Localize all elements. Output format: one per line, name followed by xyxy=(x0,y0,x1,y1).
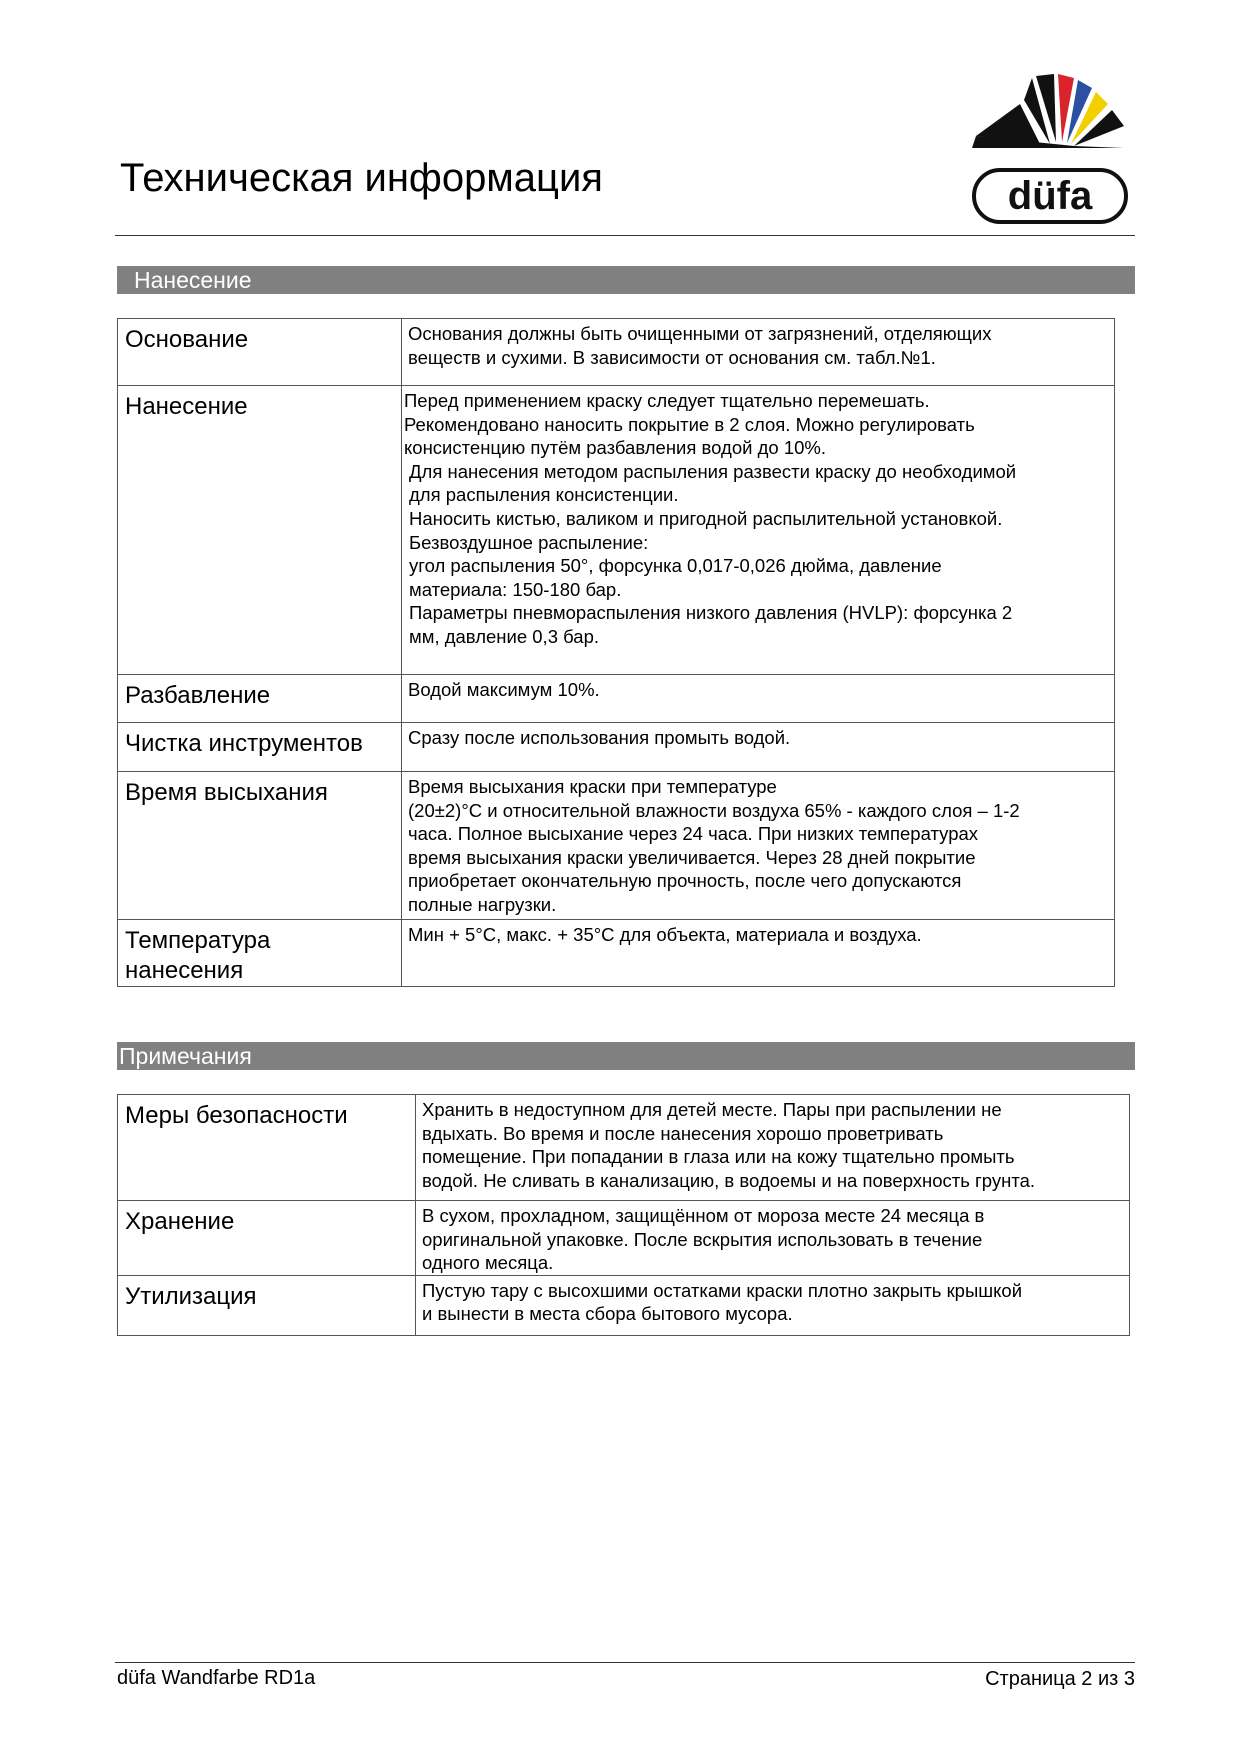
row-label: Температура нанесения xyxy=(118,920,402,987)
document-title: Техническая информация xyxy=(120,156,603,200)
application-table xyxy=(117,318,1115,987)
row-label: Нанесение xyxy=(118,386,402,675)
table-row xyxy=(118,920,1115,987)
row-value: Мин + 5°С, макс. + 35°С для объекта, материала и воздуха. xyxy=(402,920,1115,987)
section-heading-label: Нанесение xyxy=(134,267,252,293)
table-row xyxy=(118,1201,1130,1276)
row-label: Время высыхания xyxy=(118,772,402,920)
row-label: Чистка инструментов xyxy=(118,723,402,772)
row-value: Время высыхания краски при температуре (20±2)°С и относительной влажности воздуха 65% - каждого слоя – 1-2 часа. Полное высыхание через 24 часа. При низких температурах время высыхания краски увеличивается. Через 28 дней покрытие приобретает окончательную прочность, после чего допускаются полные нагрузки. xyxy=(402,772,1115,920)
section-heading-application xyxy=(117,266,1135,294)
table-row xyxy=(118,723,1115,772)
table-row xyxy=(118,1095,1130,1201)
table-row xyxy=(118,675,1115,723)
notes-table xyxy=(117,1094,1130,1336)
row-label: Хранение xyxy=(118,1201,416,1276)
dufa-logo xyxy=(970,74,1132,226)
row-value: Основания должны быть очищенными от загрязнений, отделяющих веществ и сухими. В зависимости от основания см. табл.№1. xyxy=(402,319,1115,386)
row-label: Меры безопасности xyxy=(118,1095,416,1201)
row-value: Сразу после использования промыть водой. xyxy=(402,723,1115,772)
table-row xyxy=(118,386,1115,675)
table-row xyxy=(118,1275,1130,1335)
table-row xyxy=(118,772,1115,920)
row-label: Разбавление xyxy=(118,675,402,723)
footer-rule xyxy=(115,1662,1135,1663)
section-heading-label: Примечания xyxy=(119,1043,252,1069)
row-label: Утилизация xyxy=(118,1275,416,1335)
header-rule xyxy=(115,235,1135,236)
table-row xyxy=(118,319,1115,386)
row-value: Пустую тару с высохшими остатками краски плотно закрыть крышкой и вынести в места сбора бытового мусора. xyxy=(416,1275,1130,1335)
row-value: Водой максимум 10%. xyxy=(402,675,1115,723)
svg-text:düfa: düfa xyxy=(1007,174,1093,218)
row-value: В сухом, прохладном, защищённом от мороза месте 24 месяца в оригинальной упаковке. После вскрытия использовать в течение одного месяца. xyxy=(416,1201,1130,1276)
section-heading-notes xyxy=(117,1042,1135,1070)
row-value: Хранить в недоступном для детей месте. Пары при распылении не вдыхать. Во время и после нанесения хорошо проветривать помещение. При попадании в глаза или на кожу тщательно промыть водой. Не сливать в канализацию, в водоемы и на поверхность грунта. xyxy=(416,1095,1130,1201)
footer-product: düfa Wandfarbe RD1a xyxy=(117,1667,316,1689)
row-label: Основание xyxy=(118,319,402,386)
footer-page-number: Страница 2 из 3 xyxy=(985,1668,1135,1690)
row-value: Перед применением краску следует тщательно перемешать. Рекомендовано наносить покрытие в 2 слоя. Можно регулировать консистенцию путём разбавления водой до 10%. Для нанесения методом распыления развести краску до необходимой для распыления консистенции. Наносить кистью, валиком и пригодной распылительной установкой. Безвоздушное распыление: угол распыления 50°, форсунка 0,017-0,026 дюйма, давление материала: 150-180 бар. Параметры пневмораспыления низкого давления (HVLP): форсунка 2 мм, давление 0,3 бар. xyxy=(402,386,1115,675)
